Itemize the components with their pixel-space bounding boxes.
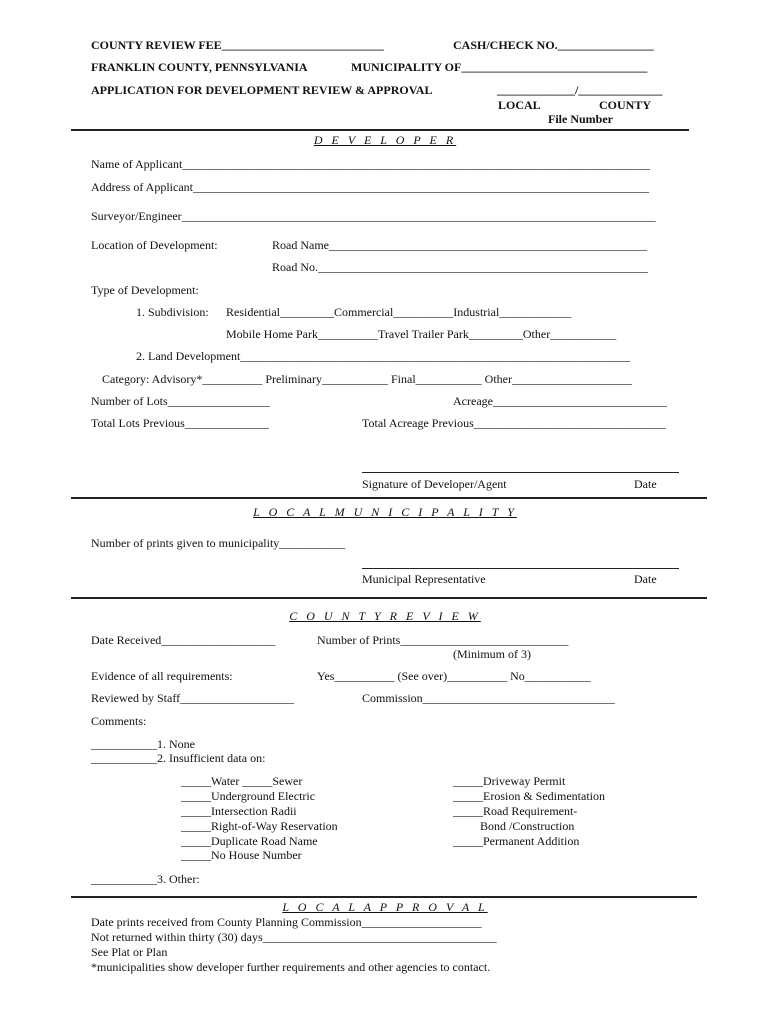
county-label: COUNTY (599, 98, 652, 112)
date-prints-received-field[interactable]: Date prints received from County Planning Commission____________________ (91, 915, 482, 929)
county-heading: FRANKLIN COUNTY, PENNSYLVANIA (91, 60, 308, 74)
developer-section-title: D E V E L O P E R (313, 133, 457, 147)
subdivision-options[interactable]: Residential_________Commercial__________Industrial____________ (226, 305, 572, 319)
checklist-item[interactable]: _____Erosion & Sedimentation (453, 789, 605, 803)
checklist-item[interactable]: _____Underground Electric (181, 789, 316, 803)
road-no-field[interactable]: Road No._______________________________________________________ (272, 260, 648, 274)
location-label: Location of Development: (91, 238, 218, 252)
type-label: Type of Development: (91, 283, 199, 297)
checklist-item[interactable]: _____Driveway Permit (453, 774, 566, 788)
county-review-section-title: C O U N T Y R E V I E W (289, 609, 481, 623)
evidence-label: Evidence of all requirements: (91, 669, 233, 683)
developer-date-label: Date (634, 477, 657, 491)
municipal-rep-label: Municipal Representative (362, 572, 486, 586)
applicant-name-field[interactable]: Name of Applicant______________________________________________________________________________ (91, 157, 651, 171)
road-name-field[interactable]: Road Name_____________________________________________________ (272, 238, 647, 252)
municipality-field[interactable]: MUNICIPALITY OF_______________________________ (351, 60, 648, 74)
minimum-note: (Minimum of 3) (453, 647, 531, 661)
reviewed-by-field[interactable]: Reviewed by Staff___________________ (91, 691, 295, 705)
review-fee-field[interactable]: COUNTY REVIEW FEE___________________________ (91, 38, 384, 52)
cash-check-field[interactable]: CASH/CHECK NO.________________ (453, 38, 654, 52)
section-divider (71, 597, 707, 599)
local-municipality-section-title: L O C A L M U N I C I P A L I T Y (253, 505, 517, 519)
checklist-item[interactable]: _____Right-of-Way Reservation (181, 819, 338, 833)
total-acreage-field[interactable]: Total Acreage Previous________________________________ (362, 416, 666, 430)
checklist-item[interactable]: _____Permanent Addition (453, 834, 580, 848)
prints-given-field[interactable]: Number of prints given to municipality___________ (91, 536, 346, 550)
application-title: APPLICATION FOR DEVELOPMENT REVIEW & APPROVAL (91, 83, 433, 97)
checklist-item[interactable]: _____Water _____Sewer (181, 774, 303, 788)
checklist-item[interactable]: _____Duplicate Road Name (181, 834, 318, 848)
category-field[interactable]: Category: Advisory*__________ Preliminary___________ Final___________ Other____________________ (102, 372, 632, 386)
developer-signature-line[interactable] (362, 472, 679, 473)
other-option[interactable]: ___________3. Other: (91, 872, 200, 886)
surveyor-field[interactable]: Surveyor/Engineer_______________________________________________________________________________ (91, 209, 656, 223)
applicant-address-field[interactable]: Address of Applicant____________________________________________________________________________ (91, 180, 649, 194)
acreage-field[interactable]: Acreage_____________________________ (453, 394, 667, 408)
checklist-item[interactable]: _____No House Number (181, 848, 302, 862)
checklist-item-continued: Bond /Construction (453, 819, 575, 833)
total-lots-field[interactable]: Total Lots Previous______________ (91, 416, 269, 430)
subdivision-options-2[interactable]: Mobile Home Park__________Travel Trailer Park_________Other___________ (226, 327, 617, 341)
local-label: LOCAL (498, 98, 541, 112)
section-divider (71, 896, 697, 898)
local-approval-section-title: L O C A L A P P R O V A L (282, 900, 488, 914)
number-of-prints-field[interactable]: Number of Prints____________________________ (317, 633, 569, 647)
insufficient-option[interactable]: ___________2. Insufficient data on: (91, 751, 266, 765)
none-option[interactable]: ___________1. None (91, 737, 195, 751)
municipal-rep-line[interactable] (362, 568, 679, 569)
plat-note: See Plat or Plan (91, 945, 168, 959)
checklist-item[interactable]: _____Intersection Radii (181, 804, 297, 818)
land-development-field[interactable]: 2. Land Development_________________________________________________________________ (136, 349, 631, 363)
not-returned-field[interactable]: Not returned within thirty (30) days_______________________________________ (91, 930, 497, 944)
number-of-lots-field[interactable]: Number of Lots_________________ (91, 394, 270, 408)
file-number-label: File Number (548, 112, 613, 126)
comments-label: Comments: (91, 714, 147, 728)
section-divider (71, 497, 707, 499)
commission-field[interactable]: Commission________________________________ (362, 691, 615, 705)
checklist-item[interactable]: _____Road Requirement- (453, 804, 578, 818)
footnote: *municipalities show developer further requirements and other agencies to contact. (91, 960, 491, 974)
date-received-field[interactable]: Date Received___________________ (91, 633, 276, 647)
municipal-date-label: Date (634, 572, 657, 586)
subdivision-label: 1. Subdivision: (136, 305, 209, 319)
evidence-options[interactable]: Yes__________ (See over)__________ No___________ (317, 669, 591, 683)
section-divider (71, 129, 689, 131)
developer-signature-label: Signature of Developer/Agent (362, 477, 507, 491)
file-number-field[interactable]: _____________/______________ (497, 83, 663, 97)
